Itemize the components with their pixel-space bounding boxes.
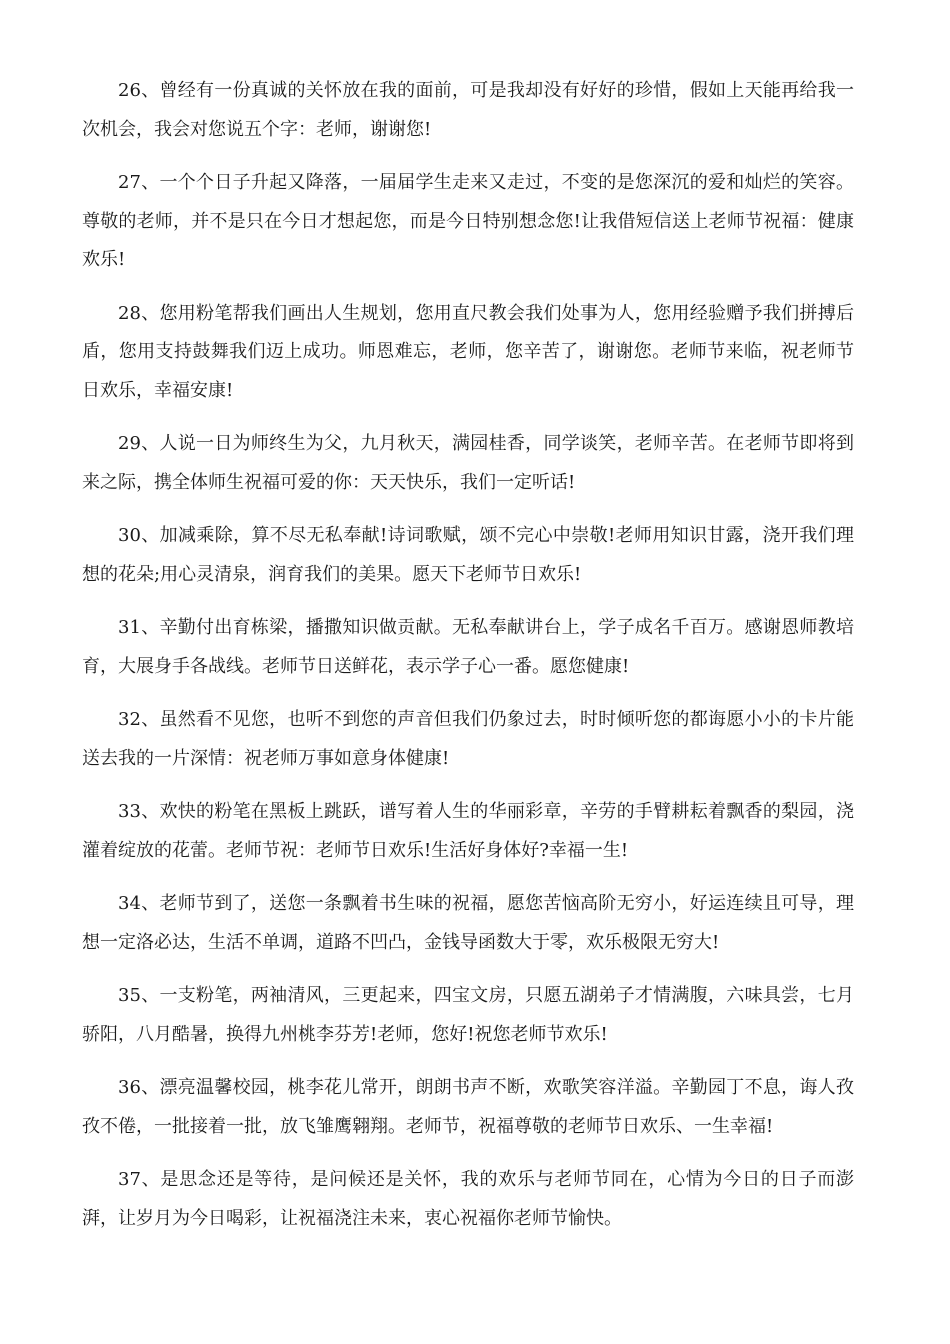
paragraph-35: 35、一支粉笔，两袖清风，三更起来，四宝文房，只愿五湖弟子才情满腹，六味具尝，七月骄阳，八月酷暑，换得九州桃李芬芳!老师，您好!祝您老师节欢乐!: [82, 985, 854, 1045]
paragraph-33: 33、欢快的粉笔在黑板上跳跃，谱写着人生的华丽彩章，辛劳的手臂耕耘着飘香的梨园，浇灌着绽放的花蕾。老师节祝：老师节日欢乐!生活好身体好?幸福一生!: [82, 801, 854, 861]
paragraph-30: 30、加减乘除，算不尽无私奉献!诗词歌赋，颂不完心中崇敬!老师用知识甘露，浇开我们理想的花朵;用心灵清泉，润育我们的美果。愿天下老师节日欢乐!: [82, 525, 854, 585]
paragraph-36: 36、漂亮温馨校园，桃李花儿常开，朗朗书声不断，欢歌笑容洋溢。辛勤园丁不息，诲人孜孜不倦，一批接着一批，放飞雏鹰翱翔。老师节，祝福尊敬的老师节日欢乐、一生幸福!: [82, 1077, 854, 1137]
paragraph-26: 26、曾经有一份真诚的关怀放在我的面前，可是我却没有好好的珍惜，假如上天能再给我一次机会，我会对您说五个字：老师，谢谢您!: [82, 80, 854, 140]
paragraph-28: 28、您用粉笔帮我们画出人生规划，您用直尺教会我们处事为人，您用经验赠予我们拼搏后盾，您用支持鼓舞我们迈上成功。师恩难忘，老师，您辛苦了，谢谢您。老师节来临，祝老师节日欢乐，幸福安康!: [82, 302, 854, 401]
paragraph-34: 34、老师节到了，送您一条飘着书生味的祝福，愿您苦恼高阶无穷小，好运连续且可导，理想一定洛必达，生活不单调，道路不凹凸，金钱导函数大于零，欢乐极限无穷大!: [82, 893, 854, 953]
paragraph-27: 27、一个个日子升起又降落，一届届学生走来又走过，不变的是您深沉的爱和灿烂的笑容。尊敬的老师，并不是只在今日才想起您，而是今日特别想念您!让我借短信送上老师节祝福：健康欢乐!: [82, 172, 854, 270]
paragraph-37: 37、是思念还是等待，是问候还是关怀，我的欢乐与老师节同在，心情为今日的日子而澎湃，让岁月为今日喝彩，让祝福浇注未来，衷心祝福你老师节愉快。: [82, 1169, 854, 1229]
paragraph-31: 31、辛勤付出育栋梁，播撒知识做贡献。无私奉献讲台上，学子成名千百万。感谢恩师教培育，大展身手各战线。老师节日送鲜花，表示学子心一番。愿您健康!: [82, 617, 854, 677]
paragraph-32: 32、虽然看不见您，也听不到您的声音但我们仍象过去，时时倾听您的都诲愿小小的卡片能送去我的一片深情：祝老师万事如意身体健康!: [82, 709, 854, 769]
paragraph-29: 29、人说一日为师终生为父，九月秋天，满园桂香，同学谈笑，老师辛苦。在老师节即将到来之际，携全体师生祝福可爱的你：天天快乐，我们一定听话!: [82, 433, 854, 493]
